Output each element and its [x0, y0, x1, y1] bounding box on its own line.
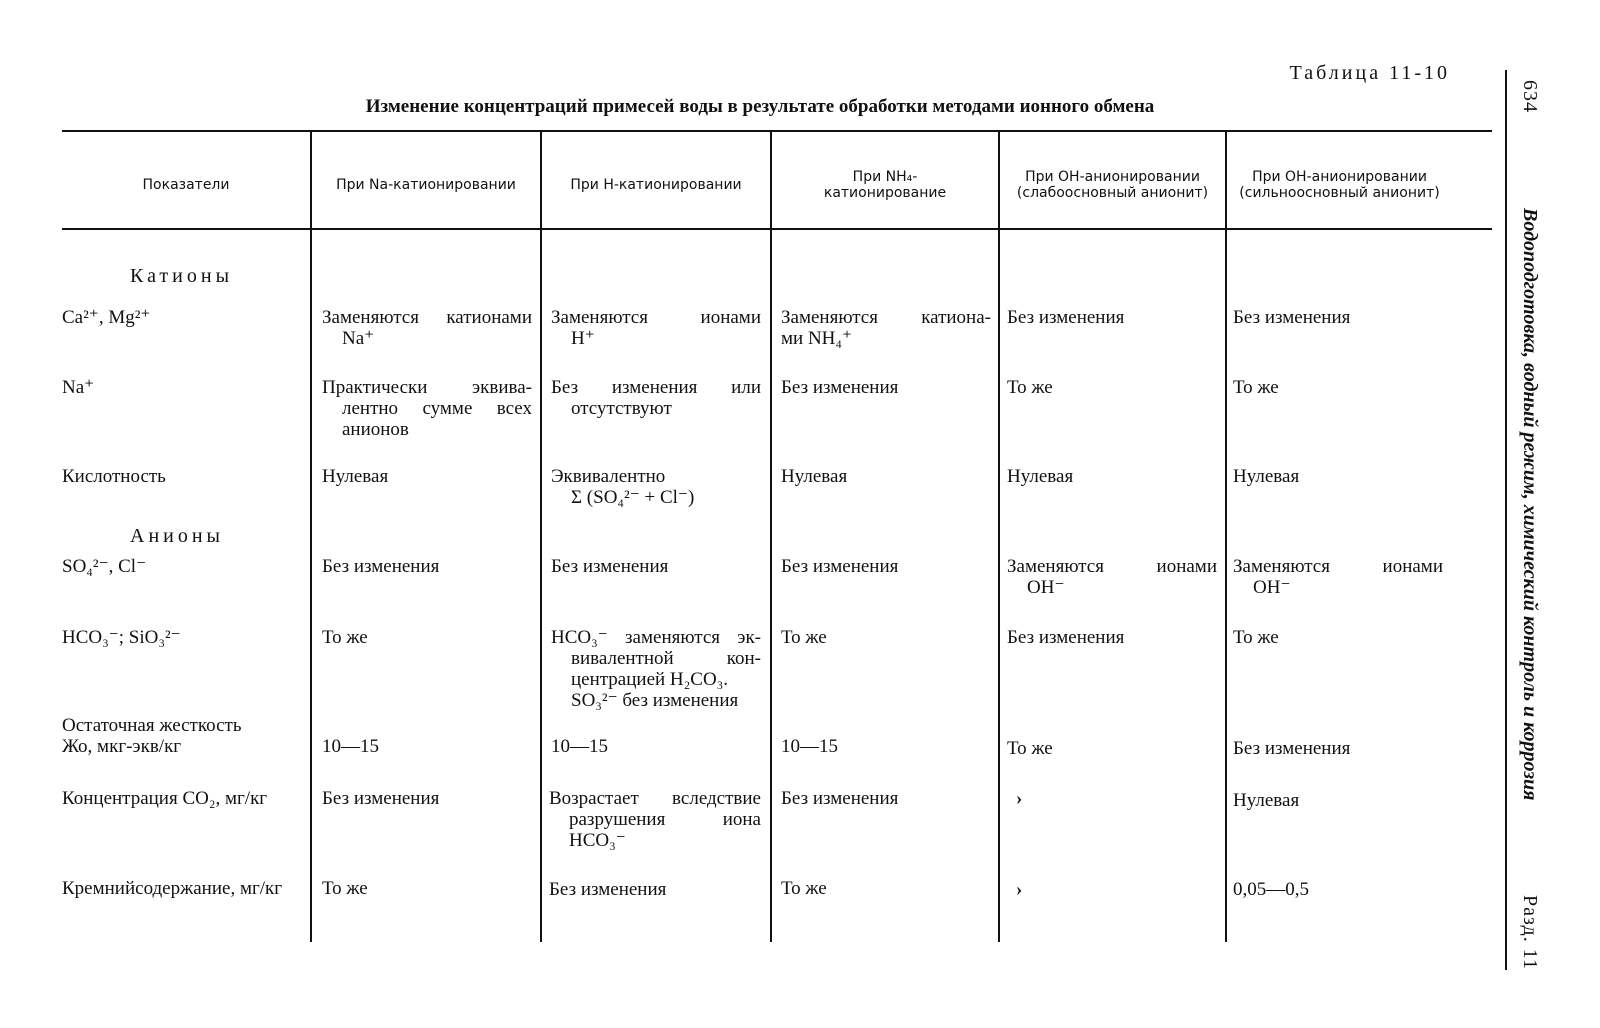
line: вивалентной кон-: [571, 648, 761, 669]
row-hco3-oh-strong: То же: [1233, 627, 1279, 648]
section-label: Разд. 11: [1519, 895, 1541, 970]
line: Σ (SO₄²⁻ + Cl⁻): [571, 487, 695, 508]
header-oh-strong: При ОН-анионировании (сильноосновный анионит): [1239, 169, 1440, 201]
line: лентно сумме всех: [342, 398, 532, 419]
col-divider-1: [310, 132, 312, 942]
row-acidity-oh-weak: Нулевая: [1007, 466, 1074, 487]
line: Заменяются катионами: [322, 307, 532, 328]
row-co2-oh-strong: Нулевая: [1233, 790, 1300, 811]
row-so4-cl-h: Без изменения: [551, 556, 669, 577]
line: Эквивалентно: [551, 466, 666, 487]
header-oh-weak: При ОН-анионировании (слабоосновный анионит): [1016, 169, 1209, 201]
row-hco3-name: HCO₃⁻; SiO₃²⁻: [62, 627, 181, 648]
row-ca-mg-oh-strong: Без изменения: [1233, 307, 1351, 328]
line: разрушения иона: [569, 809, 761, 830]
line: ОН⁻: [1027, 577, 1065, 598]
row-ca-mg-na: [322, 307, 532, 349]
row-ca-mg-oh-weak: Без изменения: [1007, 307, 1125, 328]
line: SO₃²⁻ без изменения: [571, 690, 739, 711]
row-so4-cl-na: Без изменения: [322, 556, 440, 577]
row-silicon-oh-weak: ›: [1016, 879, 1023, 900]
margin-rule: [1505, 70, 1507, 970]
line: HCO₃⁻ заменяются эк-: [551, 627, 761, 648]
line: Остаточная жесткость: [62, 715, 242, 736]
row-ca-mg-h: [551, 307, 761, 349]
line: Заменяются ионами: [1233, 556, 1443, 577]
col-divider-4: [998, 132, 1000, 942]
row-hardness-oh-strong: Без изменения: [1233, 738, 1351, 759]
row-co2-na: Без изменения: [322, 788, 440, 809]
running-head: [1518, 80, 1541, 970]
row-na-h: [551, 377, 761, 419]
row-hardness-nh4: 10—15: [781, 736, 838, 757]
line: Н⁺: [571, 328, 595, 349]
row-hardness-na: 10—15: [322, 736, 379, 757]
row-ca-mg-name: Ca²⁺, Mg²⁺: [62, 307, 151, 328]
row-hardness-name: [62, 715, 242, 757]
row-so4-cl-oh-weak: [1007, 556, 1217, 598]
row-silicon-nh4: То же: [781, 878, 827, 899]
line: Заменяются ионами: [1007, 556, 1217, 577]
row-co2-name: Концентрация СО₂, мг/кг: [62, 788, 268, 809]
header-indicators: Показатели: [142, 177, 230, 193]
row-co2-h: [549, 788, 761, 851]
line: отсутствуют: [571, 398, 672, 419]
row-silicon-oh-strong: 0,05—0,5: [1233, 879, 1309, 900]
line: Практически эквива-: [322, 377, 532, 398]
line: ОН⁻: [1253, 577, 1291, 598]
row-co2-nh4: Без изменения: [781, 788, 899, 809]
row-acidity-name: Кислотность: [62, 466, 166, 487]
line: HCO₃⁻: [569, 830, 626, 851]
row-silicon-name: Кремнийсодержание, мг/кг: [62, 878, 283, 899]
row-na-oh-weak: То же: [1007, 377, 1053, 398]
header-na: При Na-катионировании: [336, 177, 516, 193]
row-so4-cl-nh4: Без изменения: [781, 556, 899, 577]
row-na-na: [322, 377, 532, 440]
row-silicon-na: То же: [322, 878, 368, 899]
row-acidity-nh4: Нулевая: [781, 466, 848, 487]
line: ми NH₄⁺: [781, 328, 853, 349]
line: Na⁺: [342, 328, 375, 349]
row-hardness-h: 10—15: [551, 736, 608, 757]
row-hco3-h: [551, 627, 761, 711]
table-number: Таблица 11-10: [1289, 62, 1450, 84]
line: Жо, мкг-экв/кг: [62, 736, 182, 757]
book-title: Водоподготовка, водный режим, химический контроль и коррозия: [1519, 207, 1541, 801]
line: анионов: [342, 419, 409, 440]
row-hco3-nh4: То же: [781, 627, 827, 648]
section-cations: Катионы: [130, 265, 234, 287]
row-silicon-h: Без изменения: [549, 879, 667, 900]
row-ca-mg-nh4: [781, 307, 991, 349]
row-hco3-oh-weak: Без изменения: [1007, 627, 1125, 648]
row-hco3-na: То же: [322, 627, 368, 648]
row-so4-cl-name: SO₄²⁻, Cl⁻: [62, 556, 147, 577]
top-rule: [62, 130, 1492, 132]
col-divider-2: [540, 132, 542, 942]
row-na-name: Na⁺: [62, 377, 95, 398]
row-acidity-oh-strong: Нулевая: [1233, 466, 1300, 487]
line: Возрастает вследствие: [549, 788, 761, 809]
row-acidity-h: [551, 466, 761, 508]
header-h: При Н-катионировании: [570, 177, 742, 193]
col-divider-5: [1225, 132, 1227, 942]
line: Заменяются катиона-: [781, 307, 991, 328]
section-anions: Анионы: [130, 525, 224, 547]
row-so4-cl-oh-strong: [1233, 556, 1443, 598]
header-nh4: При NH₄-катионирование: [823, 169, 947, 201]
row-na-oh-strong: То же: [1233, 377, 1279, 398]
row-acidity-na: Нулевая: [322, 466, 389, 487]
page-number: 634: [1519, 80, 1541, 113]
line: Заменяются ионами: [551, 307, 761, 328]
line: Без изменения или: [551, 377, 761, 398]
row-hardness-oh-weak: То же: [1007, 738, 1053, 759]
table-title: Изменение концентраций примесей воды в результате обработки методами ионного обмена: [365, 96, 1155, 117]
col-divider-3: [770, 132, 772, 942]
row-co2-oh-weak: ›: [1016, 788, 1023, 809]
line: центрацией H₂CO₃.: [571, 669, 729, 690]
row-na-nh4: Без изменения: [781, 377, 899, 398]
